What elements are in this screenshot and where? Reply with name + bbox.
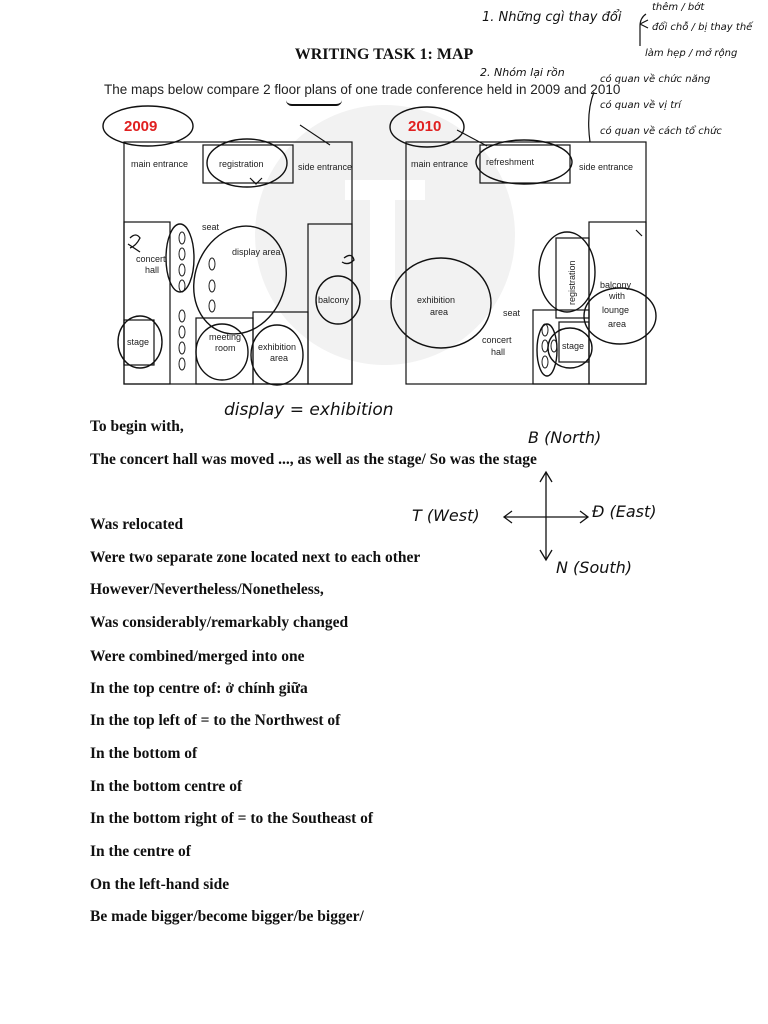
handwritten-right-note-2: đổi chỗ / bị thay thế bbox=[652, 22, 753, 33]
label-balcony-2010-3: lounge bbox=[602, 305, 630, 315]
label-registration-2010: registration bbox=[567, 260, 577, 305]
map-2009-year: 2009 bbox=[124, 118, 158, 135]
note-line: Was considerably/remarkably changed bbox=[90, 614, 349, 631]
label-seat-2010: seat bbox=[503, 308, 521, 318]
label-balcony-2010-2: with bbox=[609, 291, 626, 301]
note-line: In the bottom centre of bbox=[90, 778, 243, 795]
note-line: In the top left of = to the Northwest of bbox=[90, 712, 341, 729]
compass-east-label: Đ (East) bbox=[592, 502, 657, 521]
label-meeting-1: meeting bbox=[209, 332, 242, 342]
label-concert-2: hall bbox=[145, 265, 160, 275]
note-line: To begin with, bbox=[90, 418, 184, 435]
label-balcony: balcony bbox=[318, 295, 350, 305]
handwritten-tick-2010 bbox=[636, 230, 642, 236]
label-side-entrance: side entrance bbox=[298, 162, 353, 172]
note-line: Was relocated bbox=[90, 516, 184, 533]
label-side-entrance-2010: side entrance bbox=[579, 162, 634, 172]
map-2009-seats bbox=[179, 232, 215, 370]
label-stage: stage bbox=[127, 337, 150, 347]
handwritten-right-note-3: làm hẹp / mở rộng bbox=[645, 48, 738, 59]
compass-north-label: B (North) bbox=[528, 428, 602, 447]
bracket-bottom bbox=[589, 92, 594, 142]
note-line: The concert hall was moved ..., as well as the stage/ So was the stage bbox=[90, 451, 537, 468]
note-line: Were combined/merged into one bbox=[90, 648, 305, 665]
label-seat: seat bbox=[202, 222, 220, 232]
compass-west-label: T (West) bbox=[412, 506, 480, 525]
label-exhibition-1: exhibition bbox=[258, 342, 297, 352]
label-meeting-2: room bbox=[215, 343, 236, 353]
note-line: Were two separate zone located next to each other bbox=[90, 549, 421, 566]
map-2010-seats bbox=[542, 324, 557, 368]
handwritten-right-note-5: có quan về vị trí bbox=[600, 100, 682, 111]
map-2010-balcony-box bbox=[589, 222, 646, 384]
bracket-top bbox=[640, 14, 646, 46]
label-balcony-2010-1: balcony bbox=[600, 280, 632, 290]
compass-south-label: N (South) bbox=[556, 558, 633, 577]
handwritten-display-exhibition: display = exhibition bbox=[224, 400, 394, 420]
note-line: In the bottom right of = to the Southeast of bbox=[90, 810, 374, 827]
note-line: In the centre of bbox=[90, 843, 191, 860]
label-display-area: display area bbox=[232, 247, 281, 257]
label-exhibition-2: area bbox=[270, 353, 289, 363]
floor-plan-maps bbox=[0, 0, 768, 420]
label-balcony-2010-4: area bbox=[608, 319, 627, 329]
note-line: In the bottom of bbox=[90, 745, 198, 762]
note-line: On the left-hand side bbox=[90, 876, 230, 893]
label-main-entrance-2010: main entrance bbox=[411, 159, 469, 169]
label-refreshment: refreshment bbox=[486, 157, 535, 167]
label-stage-2010: stage bbox=[562, 341, 585, 351]
label-concert-2010-2: hall bbox=[491, 347, 506, 357]
task-intro: The maps below compare 2 floor plans of one trade conference held in 2009 and 2010 bbox=[104, 82, 621, 97]
label-registration: registration bbox=[219, 159, 264, 169]
handwritten-note-1: 1. Những cgì thay đổi bbox=[482, 10, 622, 25]
label-main-entrance: main entrance bbox=[131, 159, 189, 169]
label-concert-1: concert bbox=[136, 254, 166, 264]
label-concert-2010-1: concert bbox=[482, 335, 512, 345]
label-exhibition-2010-2: area bbox=[430, 307, 449, 317]
handwritten-right-note-4: có quan về chức năng bbox=[600, 74, 711, 85]
handwritten-right-note-6: có quan về cách tổ chức bbox=[600, 126, 722, 137]
handwritten-alpha-mark bbox=[128, 235, 140, 252]
note-line: Be made bigger/become bigger/be bigger/ bbox=[90, 908, 364, 925]
page-title: WRITING TASK 1: MAP bbox=[294, 46, 474, 63]
note-line: However/Nevertheless/Nonetheless, bbox=[90, 581, 324, 598]
note-line: In the top centre of: ở chính giữa bbox=[90, 680, 308, 697]
label-exhibition-2010-1: exhibition bbox=[417, 295, 456, 305]
map-2010-year: 2010 bbox=[408, 118, 442, 135]
handwritten-right-note-1: thêm / bớt bbox=[652, 2, 705, 13]
handwritten-note-2: 2. Nhóm lại rồn bbox=[480, 66, 565, 79]
